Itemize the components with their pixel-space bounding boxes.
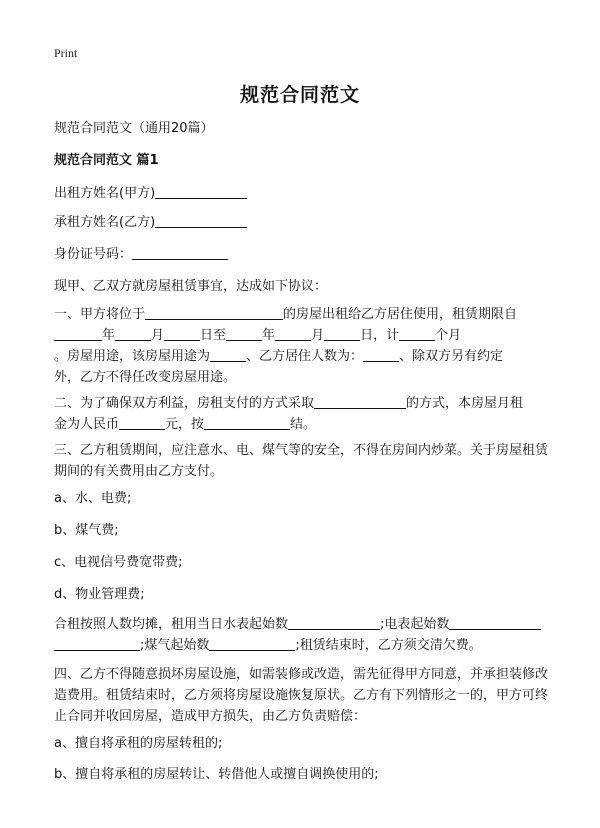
blank [115,326,151,341]
lessor-field [54,183,550,204]
lessee-blank [155,213,247,228]
clause1-line4: 外，乙方不得任改变房屋用途。 [54,370,237,385]
settlement-label: ;租赁结束时，乙方须交清欠费。 [295,638,482,653]
clause1-usage: 。房屋用途，该房屋用途为 [54,349,211,364]
lessee-label: 承租方姓名(乙方) [54,215,156,230]
expense-item-d: d、物业管理费; [54,587,145,602]
clause1-residents: 、乙方居住人数为： [246,349,364,364]
clause1-line1 [54,304,550,325]
months-label: 个月 [435,328,462,343]
clause2-line1 [54,393,550,414]
day-to-label: 日至 [200,328,227,343]
shared-line2 [54,635,550,656]
expense-item-a: a、水、电费; [54,491,132,506]
blank [314,394,406,409]
blank [164,326,200,341]
clause3-text: 三、乙方租赁期间，应注意水、电、煤气等的安全，不得在房间内炒菜。关于房屋租赁期间的有关费用由乙方支付。 [54,443,549,479]
lessor-label: 出租方姓名(甲方) [54,186,156,201]
intro-text: 现甲、乙双方就房屋租赁事宜，达成如下协议： [54,279,328,294]
print-label: Print [54,46,78,60]
id-field [54,244,550,265]
blank [54,326,102,341]
blank [54,636,140,651]
clause1-line3 [54,346,550,367]
blank [204,415,290,430]
water-meter-label: 合租按照人数均摊，租用当日水表起始数 [54,617,289,632]
blank [363,347,399,362]
expense-item-c: c、电视信号费宽带费; [54,555,183,570]
gas-meter-label: ;煤气起始数 [140,638,210,653]
year-label: 年 [102,328,116,343]
id-label: 身份证号码： [54,247,133,262]
blank [226,326,262,341]
id-blank [132,245,228,260]
blank [324,326,360,341]
subtitle: 规范合同范文（通用20篇） [54,121,214,136]
month-label: 月 [151,328,165,343]
lessee-field [54,212,550,233]
clause2-settle: 结。 [290,417,317,432]
blank [449,615,541,630]
document-title: 规范合同范文 [239,84,360,106]
clause2-line2 [54,414,550,435]
blank [210,347,246,362]
lessor-blank [155,184,247,199]
clause2-yuan: 元，按 [165,417,205,432]
month2-label: 月 [311,328,325,343]
clause2-text-a: 二、为了确保双方利益，房租支付的方式采取 [54,396,315,411]
clause1-line2 [54,325,550,346]
expense-item-b: b、煤气费; [54,523,119,538]
blank [275,326,311,341]
clause2-text-b: 的方式，本房屋月租 [406,396,524,411]
blank [209,636,295,651]
electric-meter-label: ;电表起始数 [380,617,450,632]
clause4-text: 四、乙方不得随意损坏房屋设施，如需装修或改造，需先征得甲方同意，并承担装修改造费用。租赁结束时，乙方须将房屋设施恢复原状。乙方有下列情形之一的，甲方可终止合同并收回房屋，造成甲方损失，由乙方负责赔偿： [54,667,549,724]
termination-item-b: b、擅自将承租的房屋转让、转借他人或擅自调换使用的; [54,767,379,782]
clause2-rent: 金为人民币 [54,417,120,432]
year2-label: 年 [262,328,276,343]
section-heading: 规范合同范文 篇1 [54,153,159,168]
shared-line1 [54,614,550,635]
blank [399,326,435,341]
blank [119,415,165,430]
termination-item-a: a、擅自将承租的房屋转租的; [54,736,223,751]
clause1-exception: 、除双方另有约定 [399,349,504,364]
day-total-label: 日，计 [360,328,400,343]
blank [145,305,283,320]
clause1-text-b: 的房屋出租给乙方居住使用，租赁期限自 [283,307,518,322]
blank [288,615,380,630]
clause1-text-a: 一、甲方将位于 [54,307,146,322]
